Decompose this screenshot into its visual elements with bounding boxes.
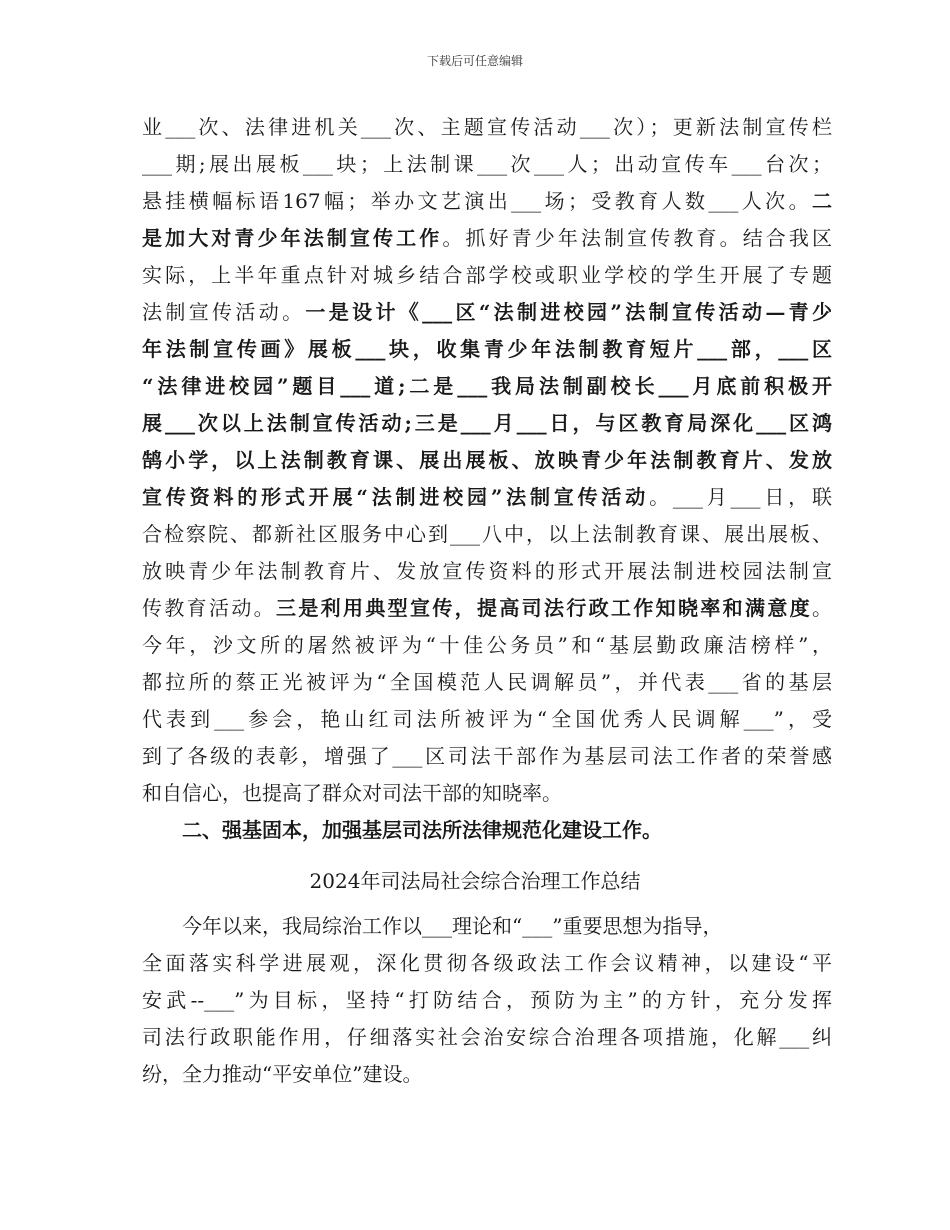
text-line: 司法行政职能作用，仔细落实社会治安综合治理各项措施，化解___纠 xyxy=(142,1025,832,1049)
text-line: 业___次、法律进机关___次、主题宣传活动___次）；更新法制宣传栏 xyxy=(142,115,832,139)
text-run: 。抓好青少年法制宣传教育。结合我区 xyxy=(442,226,833,250)
text-line xyxy=(142,478,832,516)
text-run: 悬挂横幅标语167幅；举办文艺演出___场；受教育人数___人次。 xyxy=(142,189,812,213)
text-line xyxy=(142,293,832,331)
text-line: 都拉所的蔡正光被评为“全国模范人民调解员”，并代表___省的基层 xyxy=(142,670,832,694)
text-line: 合检察院、都新社区服务中心到___八中，以上法制教育课、展出展板、 xyxy=(142,522,832,546)
text-line xyxy=(142,182,832,220)
document-title: 2024年司法局社会综合治理工作总结 xyxy=(309,869,641,893)
bold-run: 是加大对青少年法制宣传工作 xyxy=(142,226,443,250)
text-line: 实际，上半年重点针对城乡结合部学校或职业学校的学生开展了专题 xyxy=(142,263,832,287)
text-line: 安武--___”为目标，坚持“打防结合，预防为主”的方针，充分发挥 xyxy=(142,988,832,1012)
text-line: 全面落实科学进展观，深化贯彻各级政法工作会议精神，以建设“平 xyxy=(142,951,832,975)
text-line: 展___次以上法制宣传活动;三是___月___日，与区教育局深化___区鸿 xyxy=(142,411,832,435)
text-line xyxy=(142,219,832,257)
bold-run: 一是设计《___区“法制进校园”法制宣传活动—青少 xyxy=(305,300,833,324)
text-run: 传教育活动。 xyxy=(142,596,276,620)
bold-run: 二 xyxy=(812,189,832,213)
bold-run: 宣传资料的形式开展“法制进校园”法制宣传活动 xyxy=(142,485,650,509)
section-2-body xyxy=(142,907,832,1097)
text-line xyxy=(142,589,832,627)
text-line: 今年，沙文所的屠然被评为“十佳公务员”和“基层勤政廉洁榜样”， xyxy=(142,633,832,657)
section-subheading: 二、强基固本，加强基层司法所法律规范化建设工作。 xyxy=(182,818,662,842)
text-line: 年法制宣传画》展板___块，收集青少年法制教育短片___部，___区 xyxy=(142,337,832,361)
page-header-note: 下载后可任意编辑 xyxy=(426,54,523,68)
text-line: 纷，全力推动“平安单位”建设。 xyxy=(142,1062,423,1086)
text-run: 。___月___日，联 xyxy=(649,485,833,509)
bold-run: 三是利用典型宣传，提高司法行政工作知晓率和满意度 xyxy=(276,596,812,620)
text-line: 和自信心，也提高了群众对司法干部的知晓率。 xyxy=(142,781,562,805)
text-line: “法律进校园”题目___道;二是___我局法制副校长___月底前积极开 xyxy=(142,374,832,398)
text-line: 代表到___参会，艳山红司法所被评为“全国优秀人民调解___”，受 xyxy=(142,707,832,731)
text-line: 今年以来，我局综治工作以___理论和“___”重要思想为指导， xyxy=(182,914,723,938)
section-1-body xyxy=(142,108,832,868)
text-line: 鹄小学，以上法制教育课、展出展板、放映青少年法制教育片、发放 xyxy=(142,448,832,472)
text-line: 放映青少年法制教育片、发放宣传资料的形式开展法制进校园法制宣 xyxy=(142,559,832,583)
text-run: 。 xyxy=(812,596,832,620)
text-run: 法制宣传活动。 xyxy=(142,300,306,324)
text-line: 到了各级的表彰，增强了___区司法干部作为基层司法工作者的荣誉感 xyxy=(142,744,832,768)
text-line: ___期;展出展板___块；上法制课___次___人；出动宣传车___台次； xyxy=(142,152,832,176)
